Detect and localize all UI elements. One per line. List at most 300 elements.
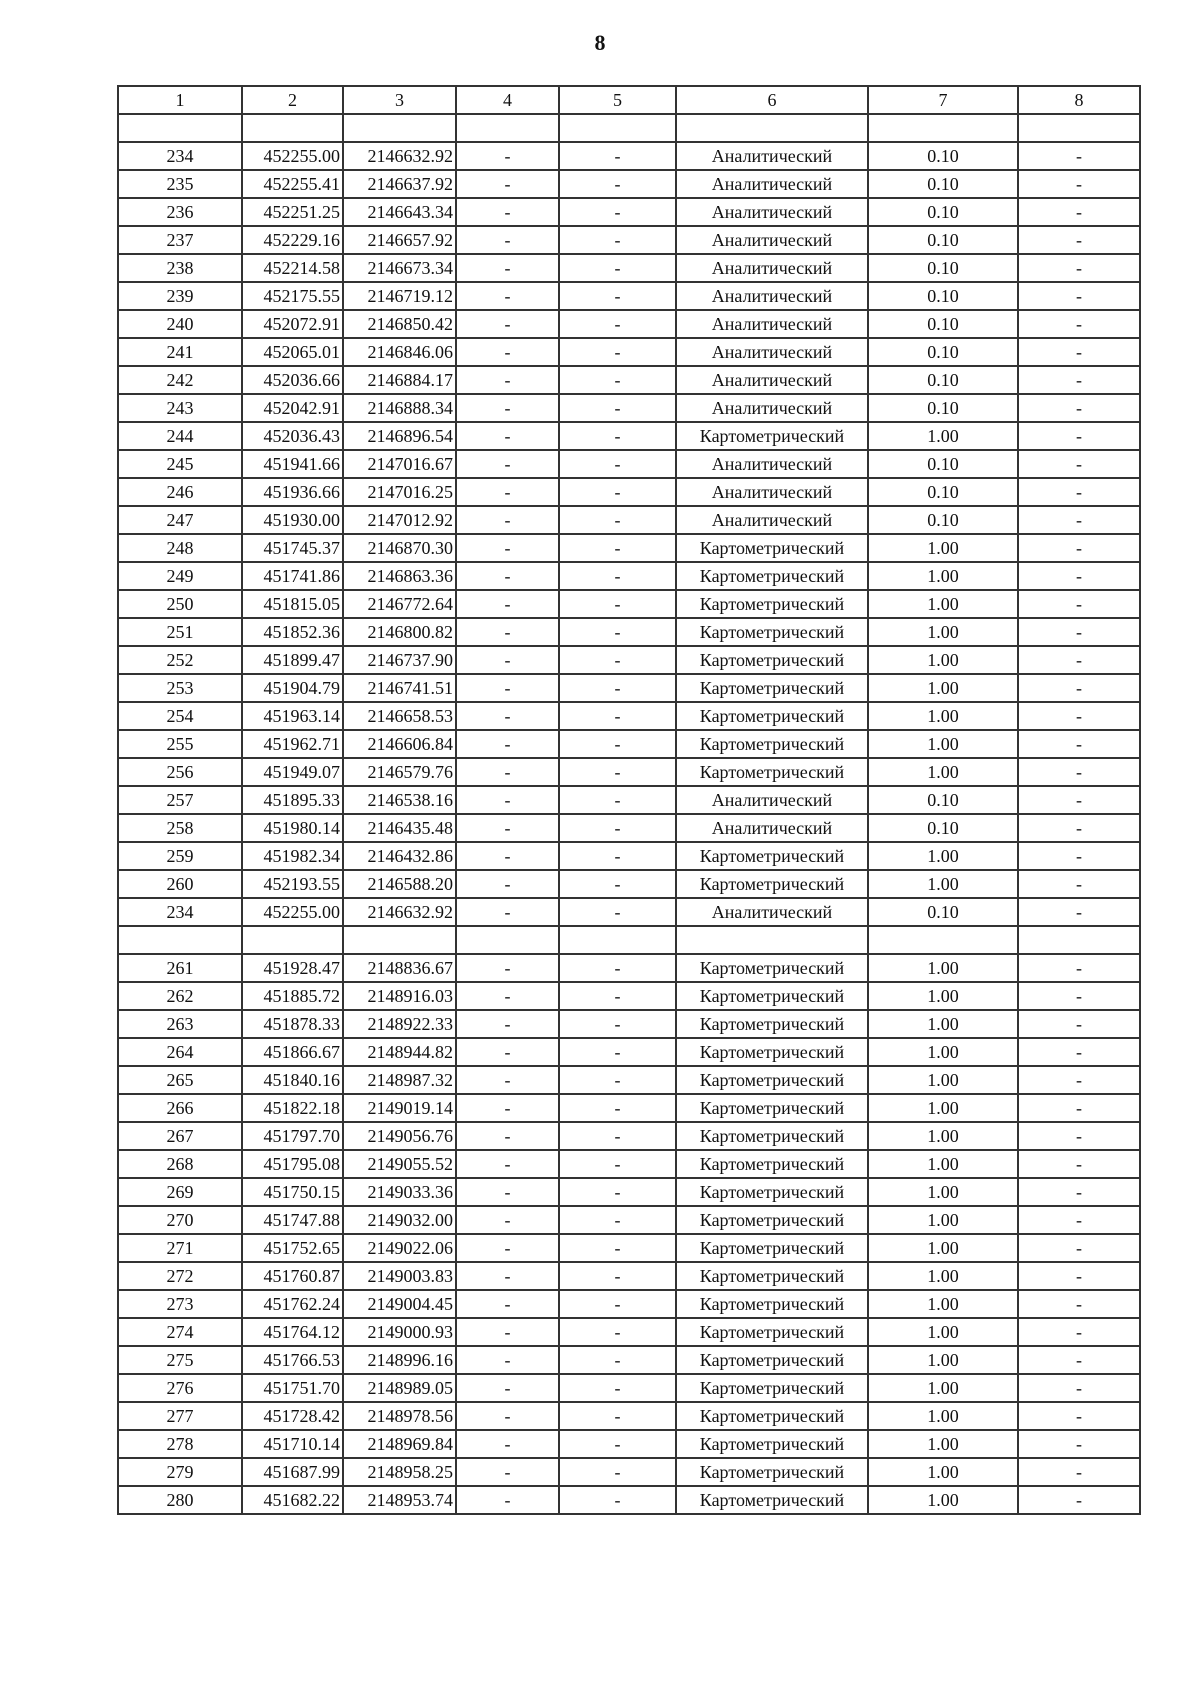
table-row [118, 282, 1140, 310]
table-row [118, 618, 1140, 646]
table-cell [676, 114, 868, 142]
table-cell: 253 [118, 674, 242, 702]
table-row [118, 1318, 1140, 1346]
table-cell [559, 114, 676, 142]
table-cell: - [559, 758, 676, 786]
table-cell: 452036.66 [242, 366, 343, 394]
table-cell: Картометрический [676, 1178, 868, 1206]
table-cell: Аналитический [676, 786, 868, 814]
table-cell: - [559, 366, 676, 394]
table-cell: - [1018, 1234, 1140, 1262]
column-header: 1 [118, 86, 242, 114]
table-cell: - [559, 954, 676, 982]
table-cell: - [456, 898, 559, 926]
table-cell: 236 [118, 198, 242, 226]
table-cell: 244 [118, 422, 242, 450]
table-cell: - [456, 198, 559, 226]
table-cell: - [559, 590, 676, 618]
table-cell: 1.00 [868, 1318, 1018, 1346]
table-cell: - [559, 338, 676, 366]
table-row [118, 366, 1140, 394]
table-cell: 2146637.92 [343, 170, 456, 198]
table-cell: - [1018, 226, 1140, 254]
table-cell: 1.00 [868, 702, 1018, 730]
table-cell: Картометрический [676, 842, 868, 870]
table-row [118, 1178, 1140, 1206]
table-cell: - [1018, 1318, 1140, 1346]
table-cell: 451747.88 [242, 1206, 343, 1234]
table-cell: 251 [118, 618, 242, 646]
table-cell: - [559, 1038, 676, 1066]
table-cell: 0.10 [868, 142, 1018, 170]
table-cell: 273 [118, 1290, 242, 1318]
table-cell: 256 [118, 758, 242, 786]
table-cell: - [1018, 842, 1140, 870]
table-cell: - [1018, 1066, 1140, 1094]
table-cell: - [456, 618, 559, 646]
table-cell: 451962.71 [242, 730, 343, 758]
table-row [118, 1290, 1140, 1318]
table-cell: 262 [118, 982, 242, 1010]
table-cell: 2146888.34 [343, 394, 456, 422]
table-cell: - [456, 842, 559, 870]
table-cell: 2146657.92 [343, 226, 456, 254]
table-cell: - [456, 1150, 559, 1178]
table-cell: - [456, 422, 559, 450]
table-cell: - [559, 1346, 676, 1374]
table-cell: 1.00 [868, 1374, 1018, 1402]
table-cell: - [456, 1262, 559, 1290]
table-cell: Картометрический [676, 1234, 868, 1262]
table-cell: 452072.91 [242, 310, 343, 338]
table-cell: 0.10 [868, 338, 1018, 366]
table-cell: 451949.07 [242, 758, 343, 786]
table-cell: 2149033.36 [343, 1178, 456, 1206]
table-cell: 1.00 [868, 1150, 1018, 1178]
table-cell: - [456, 674, 559, 702]
table-cell: 276 [118, 1374, 242, 1402]
table-row [118, 1038, 1140, 1066]
table-cell: - [1018, 450, 1140, 478]
table-cell: 1.00 [868, 1178, 1018, 1206]
table-cell: 280 [118, 1486, 242, 1514]
table-cell: 264 [118, 1038, 242, 1066]
table-cell: 2146737.90 [343, 646, 456, 674]
table-cell: Картометрический [676, 422, 868, 450]
table-cell: 1.00 [868, 1290, 1018, 1318]
table-cell: - [456, 1374, 559, 1402]
table-cell: 1.00 [868, 842, 1018, 870]
table-cell: 2149019.14 [343, 1094, 456, 1122]
table-cell: 2146432.86 [343, 842, 456, 870]
table-cell: 1.00 [868, 1346, 1018, 1374]
table-cell: 2146673.34 [343, 254, 456, 282]
table-cell: Картометрический [676, 1066, 868, 1094]
table-cell: 0.10 [868, 254, 1018, 282]
table-cell: 451885.72 [242, 982, 343, 1010]
table-blank-row [118, 114, 1140, 142]
table-cell: - [456, 730, 559, 758]
table-cell: 270 [118, 1206, 242, 1234]
table-cell: - [559, 1374, 676, 1402]
table-cell: 255 [118, 730, 242, 758]
table-cell: 266 [118, 1094, 242, 1122]
table-cell: - [559, 1290, 676, 1318]
table-cell: 247 [118, 506, 242, 534]
table-cell: 249 [118, 562, 242, 590]
table-cell: 2148916.03 [343, 982, 456, 1010]
table-cell: 245 [118, 450, 242, 478]
table-cell: 2149032.00 [343, 1206, 456, 1234]
table-row [118, 842, 1140, 870]
table-cell: - [1018, 394, 1140, 422]
table-cell: 2148953.74 [343, 1486, 456, 1514]
table-cell: Аналитический [676, 226, 868, 254]
table-row [118, 1374, 1140, 1402]
table-cell: 1.00 [868, 534, 1018, 562]
table-cell: 2146632.92 [343, 898, 456, 926]
table-cell: 1.00 [868, 1430, 1018, 1458]
table-cell: 2148922.33 [343, 1010, 456, 1038]
table-cell [242, 926, 343, 954]
table-cell: 1.00 [868, 674, 1018, 702]
table-cell: 451928.47 [242, 954, 343, 982]
table-cell: - [559, 786, 676, 814]
table-cell: - [1018, 1010, 1140, 1038]
table-cell: 278 [118, 1430, 242, 1458]
table-cell: - [559, 1066, 676, 1094]
table-cell: - [559, 618, 676, 646]
table-cell: - [1018, 506, 1140, 534]
table-cell: 451710.14 [242, 1430, 343, 1458]
table-cell: 451762.24 [242, 1290, 343, 1318]
table-row [118, 1122, 1140, 1150]
table-cell: - [559, 898, 676, 926]
table-cell: 451752.65 [242, 1234, 343, 1262]
table-cell: 2146579.76 [343, 758, 456, 786]
table-cell: - [456, 1402, 559, 1430]
table-cell: Картометрический [676, 646, 868, 674]
table-cell: 0.10 [868, 478, 1018, 506]
table-cell: 0.10 [868, 366, 1018, 394]
table-cell: 2149003.83 [343, 1262, 456, 1290]
table-cell: Аналитический [676, 142, 868, 170]
table-cell: Картометрический [676, 1374, 868, 1402]
table-row [118, 394, 1140, 422]
table-cell: 1.00 [868, 870, 1018, 898]
table-cell: Картометрический [676, 1402, 868, 1430]
table-cell: - [559, 254, 676, 282]
table-cell: - [456, 814, 559, 842]
table-cell: 2148944.82 [343, 1038, 456, 1066]
table-cell: - [456, 282, 559, 310]
table-cell: - [456, 562, 559, 590]
table-row [118, 422, 1140, 450]
table-cell: - [559, 1094, 676, 1122]
table-cell: - [456, 310, 559, 338]
table-cell: - [456, 646, 559, 674]
table-cell: 259 [118, 842, 242, 870]
table-row [118, 310, 1140, 338]
table-cell: 2146896.54 [343, 422, 456, 450]
table-cell: 2149000.93 [343, 1318, 456, 1346]
column-header: 5 [559, 86, 676, 114]
table-cell: 279 [118, 1458, 242, 1486]
table-cell: - [559, 1262, 676, 1290]
table-cell: 274 [118, 1318, 242, 1346]
table-cell: 451764.12 [242, 1318, 343, 1346]
table-cell: Картометрический [676, 758, 868, 786]
table-cell: - [456, 1038, 559, 1066]
table-cell: 451822.18 [242, 1094, 343, 1122]
table-cell: Картометрический [676, 1094, 868, 1122]
table-cell: 2146884.17 [343, 366, 456, 394]
table-cell: 2147012.92 [343, 506, 456, 534]
table-cell: 0.10 [868, 814, 1018, 842]
table-cell: - [456, 534, 559, 562]
table-cell: 452255.41 [242, 170, 343, 198]
table-row [118, 590, 1140, 618]
table-cell [242, 114, 343, 142]
table-cell: 451899.47 [242, 646, 343, 674]
table-cell: 1.00 [868, 562, 1018, 590]
table-cell: - [456, 1290, 559, 1318]
table-cell: 272 [118, 1262, 242, 1290]
table-cell: 451750.15 [242, 1178, 343, 1206]
table-cell: 1.00 [868, 1206, 1018, 1234]
table-row [118, 1066, 1140, 1094]
table-cell: 1.00 [868, 1094, 1018, 1122]
table-row [118, 450, 1140, 478]
table-cell: 252 [118, 646, 242, 674]
table-cell: - [559, 1010, 676, 1038]
table-cell: - [1018, 1178, 1140, 1206]
table-blank-row [118, 926, 1140, 954]
table-cell: 452036.43 [242, 422, 343, 450]
table-cell: 452255.00 [242, 898, 343, 926]
table-cell: 451878.33 [242, 1010, 343, 1038]
table-cell: Картометрический [676, 562, 868, 590]
table-cell: - [1018, 870, 1140, 898]
table-cell: 2146741.51 [343, 674, 456, 702]
table-cell [1018, 114, 1140, 142]
table-row [118, 1150, 1140, 1178]
table-cell: Картометрический [676, 534, 868, 562]
table-cell: 2146850.42 [343, 310, 456, 338]
table-cell: - [1018, 590, 1140, 618]
table-row [118, 1262, 1140, 1290]
table-cell [118, 926, 242, 954]
table-cell [676, 926, 868, 954]
table-cell: Картометрический [676, 674, 868, 702]
table-row [118, 1402, 1140, 1430]
table-cell: - [559, 982, 676, 1010]
table-cell: 275 [118, 1346, 242, 1374]
table-row [118, 254, 1140, 282]
table-cell: - [559, 450, 676, 478]
table-cell: - [1018, 646, 1140, 674]
table-cell: Аналитический [676, 814, 868, 842]
table-cell: 2146772.64 [343, 590, 456, 618]
table-cell: - [1018, 898, 1140, 926]
table-cell: - [456, 338, 559, 366]
table-cell: 1.00 [868, 982, 1018, 1010]
table-cell: - [1018, 1290, 1140, 1318]
table-row [118, 786, 1140, 814]
table-cell: 451941.66 [242, 450, 343, 478]
table-cell: Картометрический [676, 1038, 868, 1066]
table-cell: 2149056.76 [343, 1122, 456, 1150]
table-row [118, 562, 1140, 590]
table-cell: 0.10 [868, 898, 1018, 926]
table-cell: 451766.53 [242, 1346, 343, 1374]
table-cell: - [456, 1094, 559, 1122]
table-cell: 2146606.84 [343, 730, 456, 758]
table-cell: 451963.14 [242, 702, 343, 730]
table-cell: Картометрический [676, 982, 868, 1010]
table-cell: - [1018, 478, 1140, 506]
table-cell: - [456, 1178, 559, 1206]
table-cell: Картометрический [676, 590, 868, 618]
table-cell: 260 [118, 870, 242, 898]
table-cell: - [456, 982, 559, 1010]
table-cell: 2149022.06 [343, 1234, 456, 1262]
table-cell: - [559, 870, 676, 898]
table-cell: 0.10 [868, 226, 1018, 254]
table-row [118, 1234, 1140, 1262]
table-cell: 451795.08 [242, 1150, 343, 1178]
table-cell: Картометрический [676, 1206, 868, 1234]
table-cell: - [1018, 366, 1140, 394]
table-cell [868, 926, 1018, 954]
table-cell: 2146658.53 [343, 702, 456, 730]
table-cell: 267 [118, 1122, 242, 1150]
table-cell: 2146435.48 [343, 814, 456, 842]
table-cell: 2148987.32 [343, 1066, 456, 1094]
table-cell: - [1018, 170, 1140, 198]
table-cell: Картометрический [676, 1150, 868, 1178]
coordinates-table [117, 85, 1141, 1515]
table-cell: 452175.55 [242, 282, 343, 310]
table-cell: - [456, 1346, 559, 1374]
table-row [118, 198, 1140, 226]
table-cell: 0.10 [868, 506, 1018, 534]
table-cell: Картометрический [676, 1430, 868, 1458]
table-cell: 238 [118, 254, 242, 282]
table-cell: - [559, 422, 676, 450]
table-cell [343, 114, 456, 142]
table-cell: - [1018, 1430, 1140, 1458]
table-cell: 2148958.25 [343, 1458, 456, 1486]
table-cell: - [559, 282, 676, 310]
table-cell: - [456, 758, 559, 786]
table-cell: - [559, 1402, 676, 1430]
table-cell: - [1018, 310, 1140, 338]
table-cell: 2149055.52 [343, 1150, 456, 1178]
table-cell: 0.10 [868, 394, 1018, 422]
table-cell: 451797.70 [242, 1122, 343, 1150]
table-cell: - [456, 870, 559, 898]
table-cell: 2146538.16 [343, 786, 456, 814]
table-cell: - [559, 198, 676, 226]
table-cell: - [456, 450, 559, 478]
table-cell: - [456, 1318, 559, 1346]
table-cell: Картометрический [676, 1262, 868, 1290]
table-cell: 0.10 [868, 310, 1018, 338]
table-cell: - [456, 394, 559, 422]
table-cell: - [456, 254, 559, 282]
table-cell: 451682.22 [242, 1486, 343, 1514]
table-cell: 2146588.20 [343, 870, 456, 898]
table-cell: 2146643.34 [343, 198, 456, 226]
table-cell: 1.00 [868, 1402, 1018, 1430]
table-cell: - [456, 702, 559, 730]
table-cell [559, 926, 676, 954]
table-cell: 248 [118, 534, 242, 562]
table-cell: 1.00 [868, 730, 1018, 758]
table-cell: - [559, 394, 676, 422]
table-cell: 451741.86 [242, 562, 343, 590]
table-cell: 451852.36 [242, 618, 343, 646]
table-cell: 263 [118, 1010, 242, 1038]
table-cell: 271 [118, 1234, 242, 1262]
table-row [118, 674, 1140, 702]
table-row [118, 1430, 1140, 1458]
table-cell: - [559, 1234, 676, 1262]
table-cell: - [456, 170, 559, 198]
table-cell: - [456, 226, 559, 254]
table-cell: 1.00 [868, 1262, 1018, 1290]
table-cell: 452214.58 [242, 254, 343, 282]
table-cell: 452193.55 [242, 870, 343, 898]
table-row [118, 758, 1140, 786]
table-cell: - [559, 142, 676, 170]
table-cell: Картометрический [676, 1486, 868, 1514]
table-cell: - [1018, 1374, 1140, 1402]
table-cell: 250 [118, 590, 242, 618]
table-cell: 268 [118, 1150, 242, 1178]
table-row [118, 1094, 1140, 1122]
table-cell: Аналитический [676, 198, 868, 226]
table-cell: 451980.14 [242, 814, 343, 842]
table-cell: - [1018, 254, 1140, 282]
table-cell: 2146719.12 [343, 282, 456, 310]
table-cell [456, 114, 559, 142]
table-cell: - [1018, 674, 1140, 702]
table-cell: - [559, 1486, 676, 1514]
table-row [118, 534, 1140, 562]
table-cell: - [559, 702, 676, 730]
table-cell: Аналитический [676, 450, 868, 478]
table-cell: 261 [118, 954, 242, 982]
table-cell: Аналитический [676, 254, 868, 282]
table-cell: - [559, 1122, 676, 1150]
table-cell: 452229.16 [242, 226, 343, 254]
table-cell: 452042.91 [242, 394, 343, 422]
table-cell [456, 926, 559, 954]
table-row [118, 646, 1140, 674]
table-cell: - [1018, 1038, 1140, 1066]
table-cell: - [1018, 1402, 1140, 1430]
table-cell: 1.00 [868, 646, 1018, 674]
table-cell: - [559, 1318, 676, 1346]
table-cell: - [1018, 1262, 1140, 1290]
table-cell: - [559, 506, 676, 534]
table-cell: - [456, 786, 559, 814]
table-cell: - [456, 590, 559, 618]
table-cell [343, 926, 456, 954]
table-cell: 1.00 [868, 618, 1018, 646]
